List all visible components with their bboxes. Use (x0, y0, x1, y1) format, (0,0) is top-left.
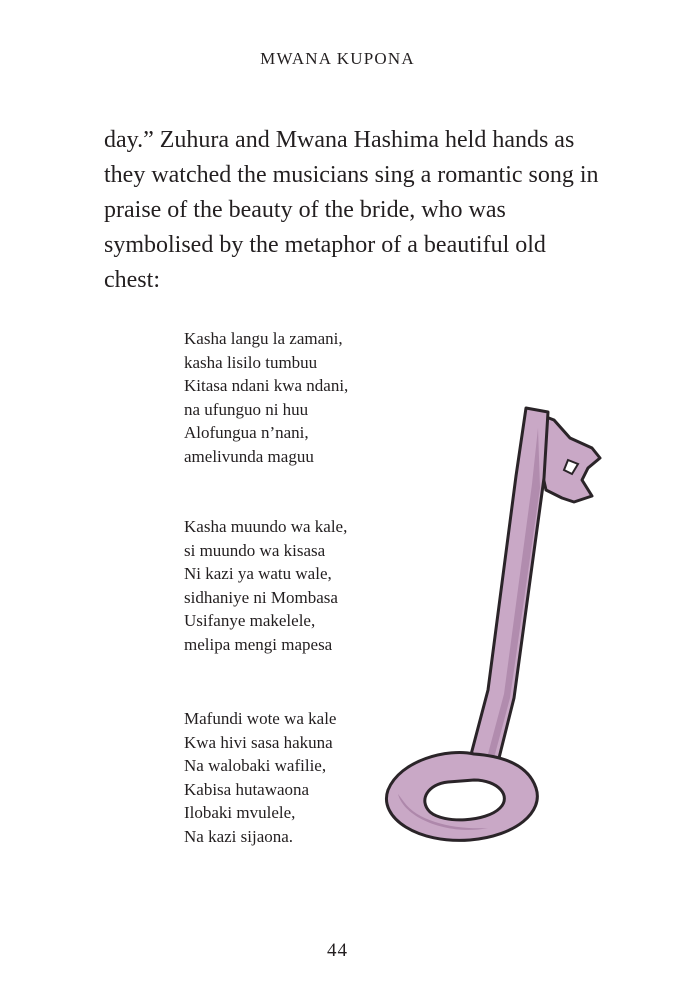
poem-line: Usifanye makelele, (184, 611, 316, 630)
poem-line: Kasha langu la zamani, (184, 329, 343, 348)
poem-line: melipa mengi mapesa (184, 634, 333, 654)
poem-line: Ilobaki mvulele, (184, 803, 296, 822)
paragraph-text: day.” Zuhura and Mwana Hashima held hands as they watched the musicians sing a romantic song in praise of the beauty of the bride, who was symbolised by the metaphor of a beautiful old chest: (104, 127, 599, 293)
poem-line: sidhaniye ni Mombasa (184, 587, 338, 607)
poem-line: Mafundi wote wa kale (184, 709, 337, 728)
poem-line: Alofungua n’nani, (184, 423, 309, 442)
poem-line: si muundo wa kisasa (184, 540, 326, 560)
poem-line: Kasha muundo wa kale, (184, 517, 348, 536)
poem-line: na ufunguo ni huu (184, 399, 309, 419)
key-illustration-icon (378, 398, 608, 860)
key-bow (386, 753, 537, 841)
running-header: MWANA KUPONA (260, 49, 415, 68)
prose-paragraph (104, 123, 604, 298)
poem-line: Kitasa ndani kwa ndani, (184, 376, 349, 395)
poem-line: Kabisa hutawaona (184, 779, 310, 799)
poem-line: amelivunda maguu (184, 446, 314, 466)
page-number: 44 (327, 940, 348, 961)
poem-line: Kwa hivi sasa hakuna (184, 732, 333, 752)
poem-line: Na kazi sijaona. (184, 826, 294, 846)
poem-line: Ni kazi ya watu wale, (184, 564, 332, 583)
poem-line: Na walobaki wafilie, (184, 756, 327, 775)
poem-line: kasha lisilo tumbuu (184, 352, 318, 372)
